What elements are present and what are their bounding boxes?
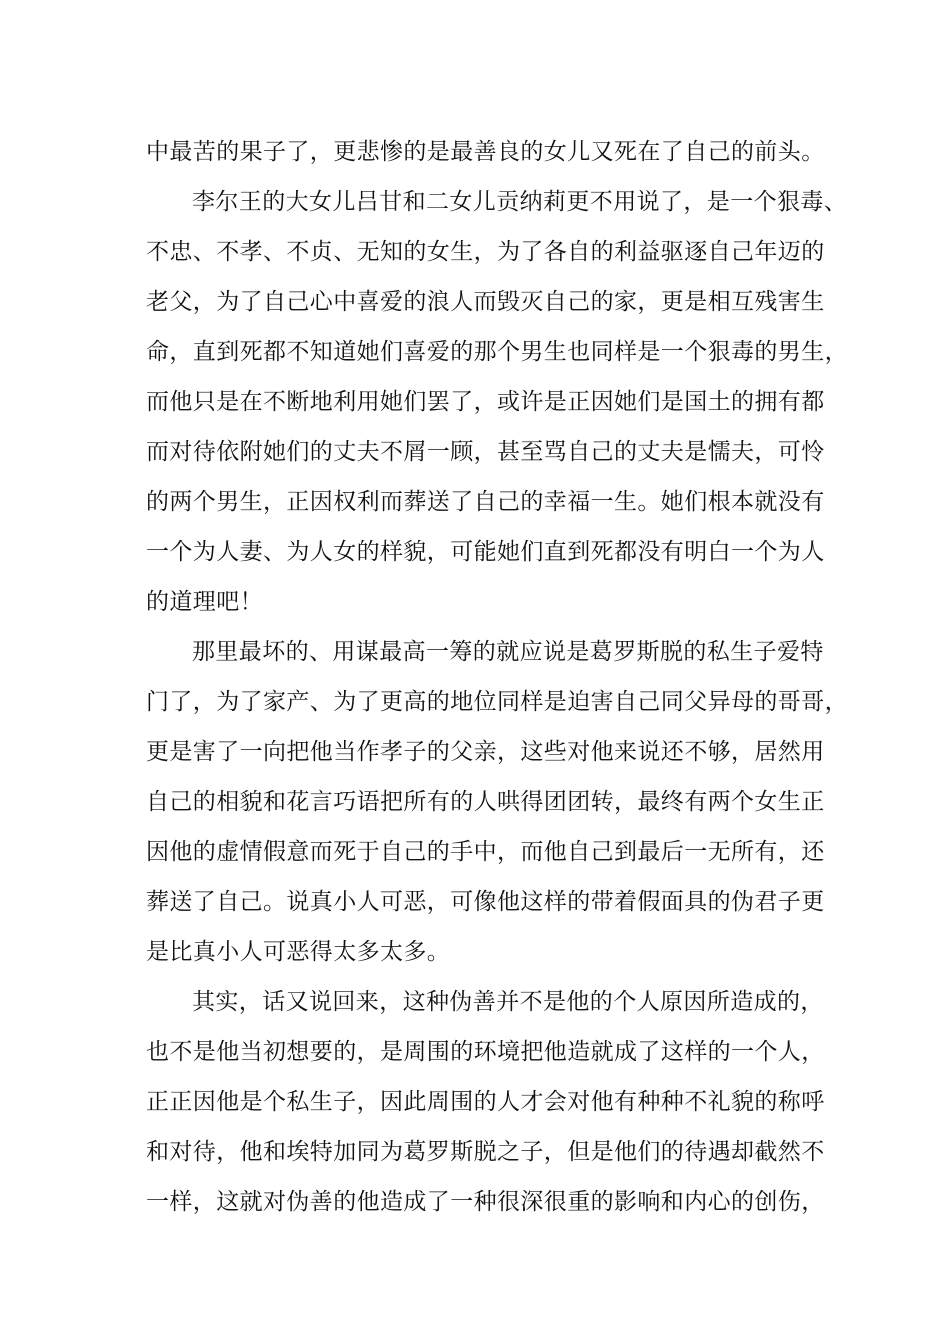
text-line: 李尔王的大女儿吕甘和二女儿贡纳莉更不用说了，是一个狠毒、	[192, 189, 848, 215]
text-line: 命，直到死都不知道她们喜爱的那个男生也同样是一个狠毒的男生，	[146, 339, 848, 365]
body-text	[146, 127, 848, 1227]
text-line: 那里最坏的、用谋最高一筹的就应说是葛罗斯脱的私生子爱特	[192, 639, 824, 665]
text-line: 一样，这就对伪善的他造成了一种很深很重的影响和内心的创伤，	[146, 1189, 825, 1215]
text-line: 是比真小人可恶得太多太多。	[146, 939, 451, 965]
text-line: 的两个男生，正因权利而葬送了自己的幸福一生。她们根本就没有	[146, 489, 825, 515]
text-line: 葬送了自己。说真小人可恶，可像他这样的带着假面具的伪君子更	[146, 889, 825, 915]
text-line: 而他只是在不断地利用她们罢了，或许是正因她们是国土的拥有都	[146, 389, 825, 415]
text-line: 因他的虚情假意而死于自己的手中，而他自己到最后一无所有，还	[146, 839, 825, 865]
text-line: 门了，为了家产、为了更高的地位同样是迫害自己同父异母的哥哥，	[146, 689, 848, 715]
text-line: 中最苦的果子了，更悲惨的是最善良的女儿又死在了自己的前头。	[146, 139, 825, 165]
text-line: 自己的相貌和花言巧语把所有的人哄得团团转，最终有两个女生正	[146, 789, 825, 815]
text-line: 也不是他当初想要的，是周围的环境把他造就成了这样的一个人，	[146, 1039, 825, 1065]
text-line: 而对待依附她们的丈夫不屑一顾，甚至骂自己的丈夫是懦夫，可怜	[146, 439, 825, 465]
text-line: 更是害了一向把他当作孝子的父亲，这些对他来说还不够，居然用	[146, 739, 825, 765]
text-line: 正正因他是个私生子，因此周围的人才会对他有种种不礼貌的称呼	[146, 1089, 825, 1115]
text-line: 其实，话又说回来，这种伪善并不是他的个人原因所造成的，	[192, 989, 824, 1015]
text-line: 的道理吧！	[146, 589, 263, 615]
text-line: 和对待，他和埃特加同为葛罗斯脱之子，但是他们的待遇却截然不	[146, 1139, 825, 1165]
text-line: 老父，为了自己心中喜爱的浪人而毁灭自己的家，更是相互残害生	[146, 289, 825, 315]
text-line: 一个为人妻、为人女的样貌，可能她们直到死都没有明白一个为人	[146, 539, 825, 565]
text-line: 不忠、不孝、不贞、无知的女生，为了各自的利益驱逐自己年迈的	[146, 239, 825, 265]
